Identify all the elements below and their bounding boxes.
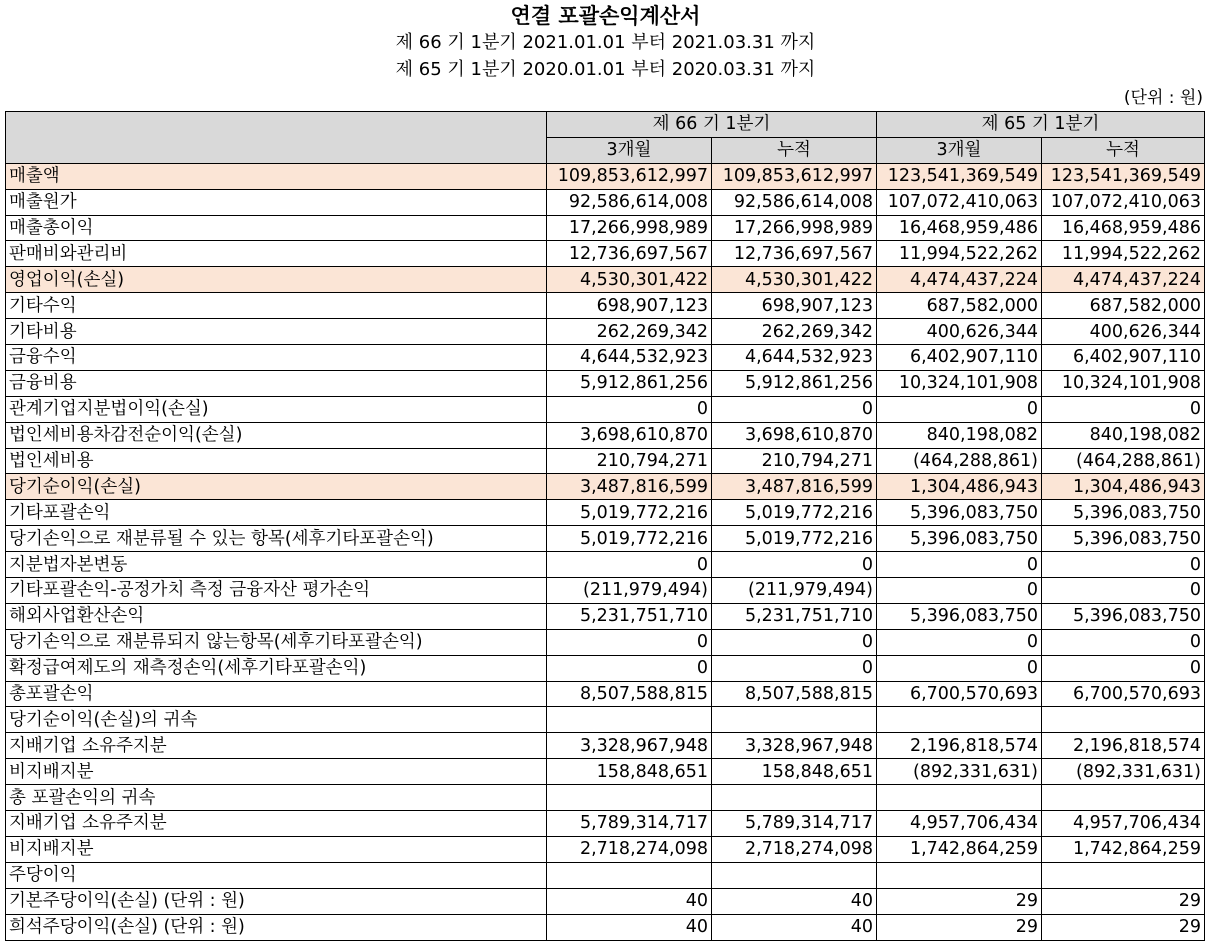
table-row xyxy=(6,448,1205,474)
value-cumulative-current: 0 xyxy=(712,655,877,681)
value-3m-current xyxy=(547,707,712,733)
value-3m-prior: (892,331,631) xyxy=(877,759,1042,785)
value-3m-prior xyxy=(877,707,1042,733)
table-row xyxy=(6,759,1205,785)
row-label: 당기손익으로 재분류될 수 있는 항목(세후기타포괄손익) xyxy=(6,526,547,552)
value-cumulative-current: 0 xyxy=(712,396,877,422)
value-cumulative-prior: (892,331,631) xyxy=(1042,759,1205,785)
table-row xyxy=(6,500,1205,526)
value-3m-current: 2,718,274,098 xyxy=(547,836,712,862)
table-row xyxy=(6,655,1205,681)
value-cumulative-current: 109,853,612,997 xyxy=(712,163,877,189)
table-row xyxy=(6,811,1205,837)
row-label: 금융비용 xyxy=(6,370,547,396)
row-label: 매출총이익 xyxy=(6,215,547,241)
table-row xyxy=(6,241,1205,267)
header-3m-current: 3개월 xyxy=(547,137,712,163)
value-cumulative-current: 5,912,861,256 xyxy=(712,370,877,396)
value-cumulative-current: 698,907,123 xyxy=(712,293,877,319)
value-cumulative-current: 3,328,967,948 xyxy=(712,733,877,759)
row-label: 당기손익으로 재분류되지 않는항목(세후기타포괄손익) xyxy=(6,629,547,655)
table-row xyxy=(6,293,1205,319)
table-row xyxy=(6,396,1205,422)
value-cumulative-prior: 6,700,570,693 xyxy=(1042,681,1205,707)
value-cumulative-prior: 107,072,410,063 xyxy=(1042,189,1205,215)
value-cumulative-current: 5,231,751,710 xyxy=(712,603,877,629)
value-cumulative-prior: 4,474,437,224 xyxy=(1042,267,1205,293)
value-cumulative-prior: 29 xyxy=(1042,914,1205,940)
value-3m-current: 5,789,314,717 xyxy=(547,811,712,837)
value-cumulative-prior: 123,541,369,549 xyxy=(1042,163,1205,189)
table-row xyxy=(6,474,1205,500)
value-3m-current: 5,019,772,216 xyxy=(547,500,712,526)
table-row xyxy=(6,578,1205,604)
value-cumulative-prior xyxy=(1042,785,1205,811)
value-3m-current: 17,266,998,989 xyxy=(547,215,712,241)
value-3m-current xyxy=(547,785,712,811)
table-row xyxy=(6,370,1205,396)
value-3m-prior: 29 xyxy=(877,914,1042,940)
value-3m-prior: 4,957,706,434 xyxy=(877,811,1042,837)
value-3m-current: 4,530,301,422 xyxy=(547,267,712,293)
value-cumulative-current: 0 xyxy=(712,552,877,578)
value-cumulative-current: 12,736,697,567 xyxy=(712,241,877,267)
row-label: 총포괄손익 xyxy=(6,681,547,707)
row-label: 희석주당이익(손실) (단위 : 원) xyxy=(6,914,547,940)
table-row xyxy=(6,603,1205,629)
value-3m-prior: 0 xyxy=(877,655,1042,681)
value-cumulative-current: 5,019,772,216 xyxy=(712,500,877,526)
period-prior: 제 65 기 1분기 2020.01.01 부터 2020.03.31 까지 xyxy=(395,59,816,80)
value-3m-current: 3,328,967,948 xyxy=(547,733,712,759)
table-row xyxy=(6,629,1205,655)
table-row xyxy=(6,319,1205,345)
value-3m-current: 158,848,651 xyxy=(547,759,712,785)
value-3m-prior: 0 xyxy=(877,396,1042,422)
row-label: 당기순이익(손실)의 귀속 xyxy=(6,707,547,733)
value-cumulative-current: 3,487,816,599 xyxy=(712,474,877,500)
row-label: 지배기업 소유주지분 xyxy=(6,811,547,837)
value-3m-current xyxy=(547,862,712,888)
value-3m-prior: 2,196,818,574 xyxy=(877,733,1042,759)
value-cumulative-prior: 16,468,959,486 xyxy=(1042,215,1205,241)
value-3m-prior: 5,396,083,750 xyxy=(877,500,1042,526)
value-cumulative-prior: 840,198,082 xyxy=(1042,422,1205,448)
value-cumulative-current: 262,269,342 xyxy=(712,319,877,345)
value-3m-current: 0 xyxy=(547,552,712,578)
value-cumulative-prior: 1,742,864,259 xyxy=(1042,836,1205,862)
value-3m-current: 262,269,342 xyxy=(547,319,712,345)
row-label: 관계기업지분법이익(손실) xyxy=(6,396,547,422)
value-3m-current: 3,698,610,870 xyxy=(547,422,712,448)
value-3m-current: 12,736,697,567 xyxy=(547,241,712,267)
value-cumulative-current: 4,530,301,422 xyxy=(712,267,877,293)
value-3m-prior: 6,700,570,693 xyxy=(877,681,1042,707)
row-label: 매출액 xyxy=(6,163,547,189)
value-cumulative-current: 8,507,588,815 xyxy=(712,681,877,707)
row-label: 비지배지분 xyxy=(6,836,547,862)
statement-title: 연결 포괄손익계산서 xyxy=(510,4,701,28)
value-cumulative-current: 40 xyxy=(712,888,877,914)
table-row xyxy=(6,552,1205,578)
row-label: 기타비용 xyxy=(6,319,547,345)
value-3m-prior: 0 xyxy=(877,578,1042,604)
value-cumulative-prior: 4,957,706,434 xyxy=(1042,811,1205,837)
value-3m-prior: 0 xyxy=(877,552,1042,578)
value-cumulative-current: 158,848,651 xyxy=(712,759,877,785)
table-row xyxy=(6,888,1205,914)
table-row xyxy=(6,862,1205,888)
table-row xyxy=(6,189,1205,215)
value-3m-current: 8,507,588,815 xyxy=(547,681,712,707)
row-label: 기본주당이익(손실) (단위 : 원) xyxy=(6,888,547,914)
header-current-period: 제 66 기 1분기 xyxy=(547,112,877,138)
header-cumulative-current: 누적 xyxy=(712,137,877,163)
value-3m-prior: 4,474,437,224 xyxy=(877,267,1042,293)
value-3m-prior: 687,582,000 xyxy=(877,293,1042,319)
value-3m-prior: 107,072,410,063 xyxy=(877,189,1042,215)
value-cumulative-prior: 0 xyxy=(1042,552,1205,578)
row-label: 법인세비용 xyxy=(6,448,547,474)
value-cumulative-prior: 400,626,344 xyxy=(1042,319,1205,345)
value-3m-prior: 840,198,082 xyxy=(877,422,1042,448)
value-cumulative-prior: 1,304,486,943 xyxy=(1042,474,1205,500)
value-3m-current: 0 xyxy=(547,396,712,422)
row-label: 주당이익 xyxy=(6,862,547,888)
value-cumulative-prior: 5,396,083,750 xyxy=(1042,526,1205,552)
value-3m-current: 40 xyxy=(547,914,712,940)
table-row xyxy=(6,422,1205,448)
table-row xyxy=(6,836,1205,862)
table-row xyxy=(6,785,1205,811)
value-3m-prior xyxy=(877,862,1042,888)
row-label: 영업이익(손실) xyxy=(6,267,547,293)
value-3m-current: 5,019,772,216 xyxy=(547,526,712,552)
row-label: 지분법자본변동 xyxy=(6,552,547,578)
row-label: 판매비와관리비 xyxy=(6,241,547,267)
table-row xyxy=(6,267,1205,293)
value-3m-current: (211,979,494) xyxy=(547,578,712,604)
value-cumulative-prior: 0 xyxy=(1042,578,1205,604)
value-3m-prior: 0 xyxy=(877,629,1042,655)
value-cumulative-current: 5,789,314,717 xyxy=(712,811,877,837)
row-label: 당기순이익(손실) xyxy=(6,474,547,500)
value-cumulative-prior: 2,196,818,574 xyxy=(1042,733,1205,759)
value-cumulative-current: 5,019,772,216 xyxy=(712,526,877,552)
value-3m-prior: 1,304,486,943 xyxy=(877,474,1042,500)
value-3m-prior: 10,324,101,908 xyxy=(877,370,1042,396)
row-label: 기타포괄손익 xyxy=(6,500,547,526)
value-cumulative-current: (211,979,494) xyxy=(712,578,877,604)
value-cumulative-current: 3,698,610,870 xyxy=(712,422,877,448)
value-3m-current: 210,794,271 xyxy=(547,448,712,474)
value-3m-current: 5,231,751,710 xyxy=(547,603,712,629)
row-label: 비지배지분 xyxy=(6,759,547,785)
value-3m-prior: 400,626,344 xyxy=(877,319,1042,345)
value-cumulative-current: 2,718,274,098 xyxy=(712,836,877,862)
value-cumulative-prior: 10,324,101,908 xyxy=(1042,370,1205,396)
value-3m-prior: 6,402,907,110 xyxy=(877,345,1042,371)
value-3m-prior xyxy=(877,785,1042,811)
value-3m-current: 0 xyxy=(547,629,712,655)
table-row xyxy=(6,526,1205,552)
value-3m-current: 3,487,816,599 xyxy=(547,474,712,500)
value-3m-current: 4,644,532,923 xyxy=(547,345,712,371)
value-3m-prior: 123,541,369,549 xyxy=(877,163,1042,189)
value-3m-current: 40 xyxy=(547,888,712,914)
value-cumulative-prior: 5,396,083,750 xyxy=(1042,500,1205,526)
value-cumulative-current: 40 xyxy=(712,914,877,940)
value-3m-prior: (464,288,861) xyxy=(877,448,1042,474)
income-statement-table xyxy=(5,111,1205,941)
value-3m-current: 698,907,123 xyxy=(547,293,712,319)
header-row-periods xyxy=(6,112,1205,138)
table-row xyxy=(6,215,1205,241)
value-cumulative-prior: 5,396,083,750 xyxy=(1042,603,1205,629)
value-cumulative-current: 17,266,998,989 xyxy=(712,215,877,241)
value-3m-current: 109,853,612,997 xyxy=(547,163,712,189)
value-cumulative-prior xyxy=(1042,862,1205,888)
value-3m-prior: 29 xyxy=(877,888,1042,914)
row-label: 확정급여제도의 재측정손익(세후기타포괄손익) xyxy=(6,655,547,681)
row-label: 기타수익 xyxy=(6,293,547,319)
value-cumulative-current xyxy=(712,785,877,811)
value-3m-prior: 5,396,083,750 xyxy=(877,603,1042,629)
value-cumulative-prior: (464,288,861) xyxy=(1042,448,1205,474)
unit-label: (단위 : 원) xyxy=(1123,88,1203,108)
value-3m-prior: 5,396,083,750 xyxy=(877,526,1042,552)
table-row xyxy=(6,707,1205,733)
row-label: 법인세비용차감전순이익(손실) xyxy=(6,422,547,448)
header-3m-prior: 3개월 xyxy=(877,137,1042,163)
value-cumulative-current xyxy=(712,862,877,888)
table-row xyxy=(6,681,1205,707)
value-cumulative-prior: 0 xyxy=(1042,396,1205,422)
value-cumulative-prior: 11,994,522,262 xyxy=(1042,241,1205,267)
value-cumulative-prior: 29 xyxy=(1042,888,1205,914)
header-label-cell xyxy=(6,112,547,164)
row-label: 지배기업 소유주지분 xyxy=(6,733,547,759)
row-label: 매출원가 xyxy=(6,189,547,215)
table-row xyxy=(6,345,1205,371)
row-label: 금융수익 xyxy=(6,345,547,371)
header-prior-period: 제 65 기 1분기 xyxy=(877,112,1205,138)
value-3m-prior: 1,742,864,259 xyxy=(877,836,1042,862)
value-3m-prior: 16,468,959,486 xyxy=(877,215,1042,241)
value-3m-current: 5,912,861,256 xyxy=(547,370,712,396)
value-cumulative-current: 0 xyxy=(712,629,877,655)
row-label: 기타포괄손익-공정가치 측정 금융자산 평가손익 xyxy=(6,578,547,604)
value-cumulative-current xyxy=(712,707,877,733)
table-row xyxy=(6,914,1205,940)
value-cumulative-prior: 6,402,907,110 xyxy=(1042,345,1205,371)
value-cumulative-prior xyxy=(1042,707,1205,733)
table-row xyxy=(6,163,1205,189)
value-cumulative-prior: 0 xyxy=(1042,629,1205,655)
value-cumulative-current: 210,794,271 xyxy=(712,448,877,474)
table-row xyxy=(6,733,1205,759)
value-3m-prior: 11,994,522,262 xyxy=(877,241,1042,267)
value-cumulative-current: 92,586,614,008 xyxy=(712,189,877,215)
row-label: 총 포괄손익의 귀속 xyxy=(6,785,547,811)
value-3m-current: 0 xyxy=(547,655,712,681)
value-3m-current: 92,586,614,008 xyxy=(547,189,712,215)
value-cumulative-current: 4,644,532,923 xyxy=(712,345,877,371)
value-cumulative-prior: 687,582,000 xyxy=(1042,293,1205,319)
value-cumulative-prior: 0 xyxy=(1042,655,1205,681)
row-label: 해외사업환산손익 xyxy=(6,603,547,629)
period-current: 제 66 기 1분기 2021.01.01 부터 2021.03.31 까지 xyxy=(395,32,816,53)
header-cumulative-prior: 누적 xyxy=(1042,137,1205,163)
